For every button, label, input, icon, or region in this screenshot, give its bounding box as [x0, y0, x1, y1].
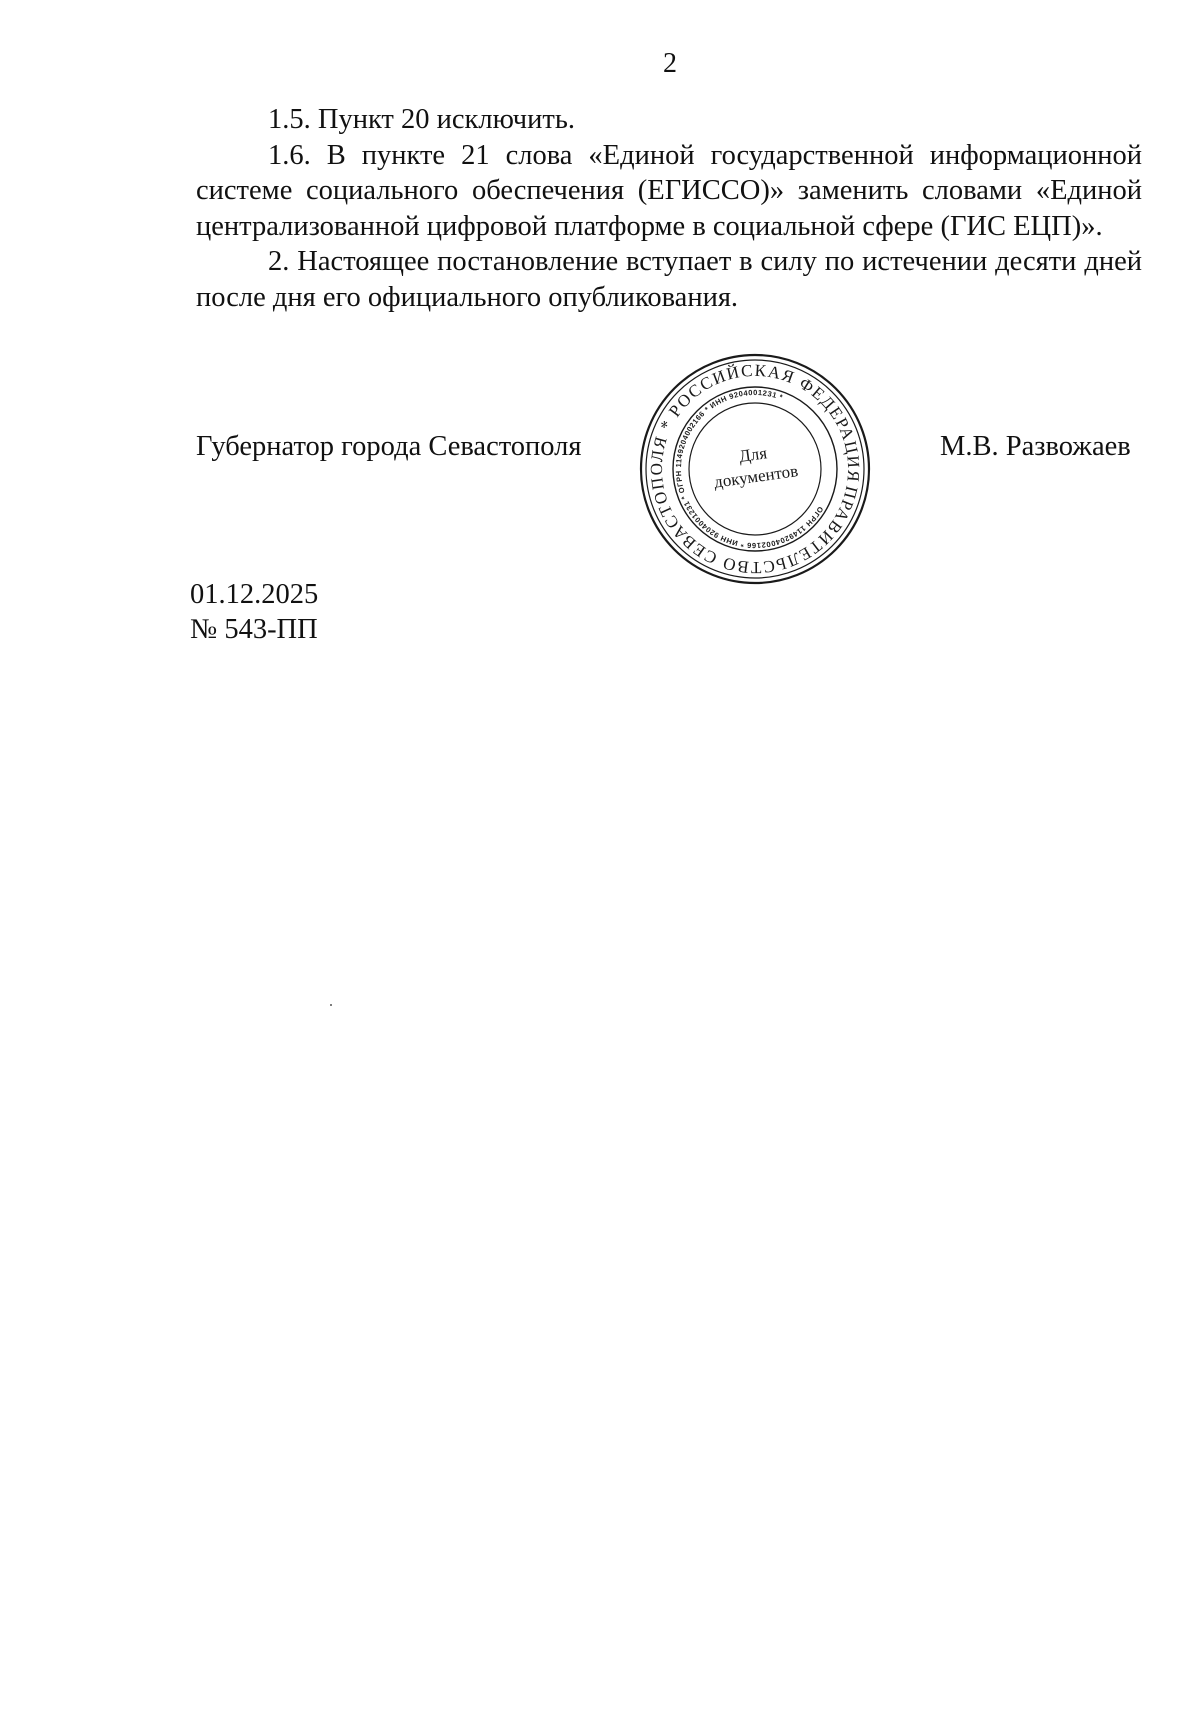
paragraph-1-5: 1.5. Пункт 20 исключить.: [268, 104, 575, 135]
seal-graphic: [638, 352, 872, 586]
document-date: 01.12.2025: [190, 579, 319, 610]
seal-center-line1: Для: [737, 443, 769, 466]
page-number: 2: [663, 48, 677, 79]
seal-outer-textpath: ПРАВИТЕЛЬСТВО СЕВАСТОПОЛЯ * РОССИЙСКАЯ ФЕДЕРАЦИЯ: [646, 360, 864, 578]
official-seal-stamp: [638, 352, 872, 586]
paragraph-2: 2. Настоящее постановление вступает в силу по истечении десяти дней после дня его официального опубликования.: [196, 246, 1142, 313]
document-body: [196, 102, 1142, 315]
seal-center-line2: документов: [712, 461, 800, 492]
document-number: № 543-ПП: [190, 614, 318, 645]
seal-inner-textpath: ОГРН 1149204002166 * ИНН 9204001231 * ОГРН 1149204002166 * ИНН 9204001231 *: [673, 387, 826, 551]
scan-speck: [330, 1004, 332, 1006]
signatory-name: М.В. Развожаев: [940, 431, 1131, 462]
paragraph-1-6: 1.6. В пункте 21 слова «Единой государственной информационной системе социального обеспечения (ЕГИССО)» заменить словами «Единой централизованной цифровой платформе в социальной сфере (ГИС ЕЦП)».: [196, 139, 1142, 242]
signatory-title: Губернатор города Севастополя: [196, 431, 582, 462]
